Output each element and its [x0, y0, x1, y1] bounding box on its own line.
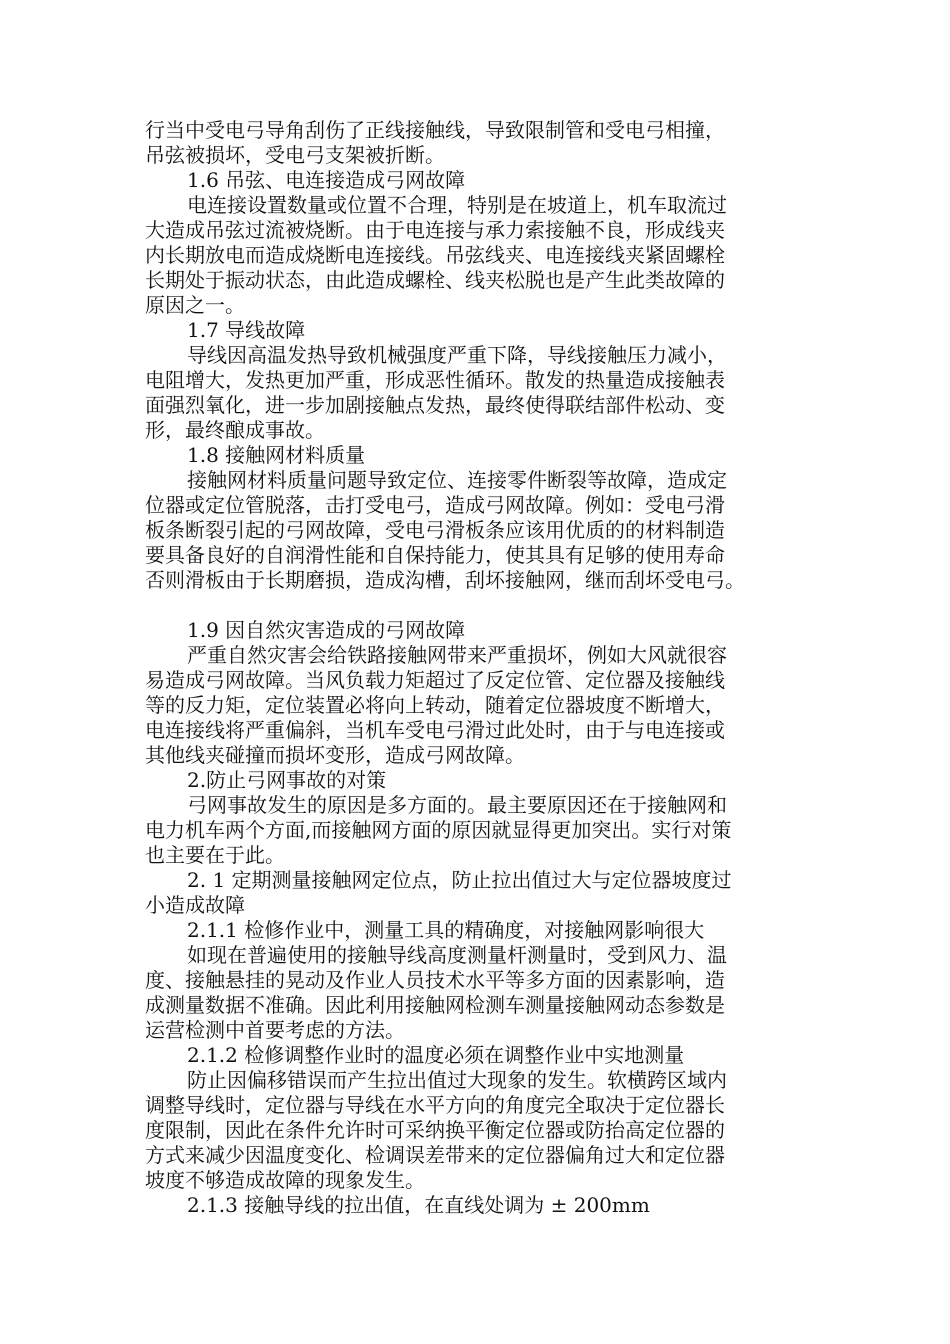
text-line: 1.7 导线故障	[187, 318, 306, 342]
text-line: 如现在普遍使用的接触导线高度测量杆测量时，受到风力、温	[187, 943, 727, 967]
text-line: 防止因偏移错误而产生拉出值过大现象的发生。软横跨区域内	[187, 1068, 727, 1092]
text-line: 导线因高温发热导致机械强度严重下降，导线接触压力减小，	[187, 343, 727, 367]
text-line: 长期处于振动状态，由此造成螺栓、线夹松脱也是产生此类故障的	[145, 268, 725, 292]
text-line: 小造成故障	[145, 893, 245, 917]
text-line: 电连接设置数量或位置不合理，特别是在坡道上，机车取流过	[187, 193, 727, 217]
text-line: 大造成吊弦过流被烧断。由于电连接与承力索接触不良，形成线夹	[145, 218, 725, 242]
text-line: 成测量数据不准确。因此利用接触网检测车测量接触网动态参数是	[145, 993, 725, 1017]
text-line: 吊弦被损坏，受电弓支架被折断。	[145, 143, 445, 167]
text-line: 2. 1 定期测量接触网定位点，防止拉出值过大与定位器坡度过	[187, 868, 732, 892]
text-line: 内长期放电而造成烧断电连接线。吊弦线夹、电连接线夹紧固螺栓	[145, 243, 725, 267]
text-line: 行当中受电弓导角刮伤了正线接触线，导致限制管和受电弓相撞，	[145, 118, 725, 142]
text-line: 运营检测中首要考虑的方法。	[145, 1018, 405, 1042]
text-line: 度限制，因此在条件允许时可采纳换平衡定位器或防抬高定位器的	[145, 1118, 725, 1142]
text-line: 坡度不够造成故障的现象发生。	[145, 1168, 425, 1192]
text-line: 2.1.1 检修作业中，测量工具的精确度，对接触网影响很大	[187, 918, 705, 942]
text-line: 2.防止弓网事故的对策	[187, 768, 387, 792]
text-line: 弓网事故发生的原因是多方面的。最主要原因还在于接触网和	[187, 793, 727, 817]
text-line: 面强烈氧化，进一步加剧接触点发热，最终使得联结部件松动、变	[145, 393, 725, 417]
blank-line	[145, 593, 815, 618]
text-line: 1.8 接触网材料质量	[187, 443, 366, 467]
text-line: 严重自然灾害会给铁路接触网带来严重损坏，例如大风就很容	[187, 643, 727, 667]
text-line: 其他线夹碰撞而损坏变形，造成弓网故障。	[145, 743, 525, 767]
text-line: 否则滑板由于长期磨损，造成沟槽，刮坏接触网，继而刮坏受电弓。	[145, 568, 745, 592]
text-line: 方式来减少因温度变化、检调误差带来的定位器偏角过大和定位器	[145, 1143, 725, 1167]
text-line: 形，最终酿成事故。	[145, 418, 325, 442]
text-line: 2.1.3 接触导线的拉出值，在直线处调为 ± 200mm	[187, 1193, 650, 1217]
text-line: 1.9 因自然灾害造成的弓网故障	[187, 618, 466, 642]
text-line: 调整导线时，定位器与导线在水平方向的角度完全取决于定位器长	[145, 1093, 725, 1117]
text-line: 要具备良好的自润滑性能和自保持能力，使其具有足够的使用寿命	[145, 543, 725, 567]
text-line: 电阻增大，发热更加严重，形成恶性循环。散发的热量造成接触表	[145, 368, 725, 392]
text-line: 电连接线将严重偏斜，当机车受电弓滑过此处时，由于与电连接或	[145, 718, 725, 742]
text-line: 接触网材料质量问题导致定位、连接零件断裂等故障，造成定	[187, 468, 727, 492]
text-line: 原因之一。	[145, 293, 245, 317]
text-line: 板条断裂引起的弓网故障，受电弓滑板条应该用优质的的材料制造	[145, 518, 725, 542]
text-line: 度、接触悬挂的晃动及作业人员技术水平等多方面的因素影响，造	[145, 968, 725, 992]
text-line: 等的反力矩，定位装置必将向上转动，随着定位器坡度不断增大，	[145, 693, 725, 717]
text-line: 易造成弓网故障。当风负载力矩超过了反定位管、定位器及接触线	[145, 668, 725, 692]
text-line: 1.6 吊弦、电连接造成弓网故障	[187, 168, 466, 192]
text-line: 位器或定位管脱落，击打受电弓，造成弓网故障。例如：受电弓滑	[145, 493, 725, 517]
text-line: 也主要在于此。	[145, 843, 285, 867]
text-line: 电力机车两个方面,而接触网方面的原因就显得更加突出。实行对策	[145, 818, 732, 842]
document-body	[145, 118, 815, 1218]
text-line: 2.1.2 检修调整作业时的温度必须在调整作业中实地测量	[187, 1043, 685, 1067]
